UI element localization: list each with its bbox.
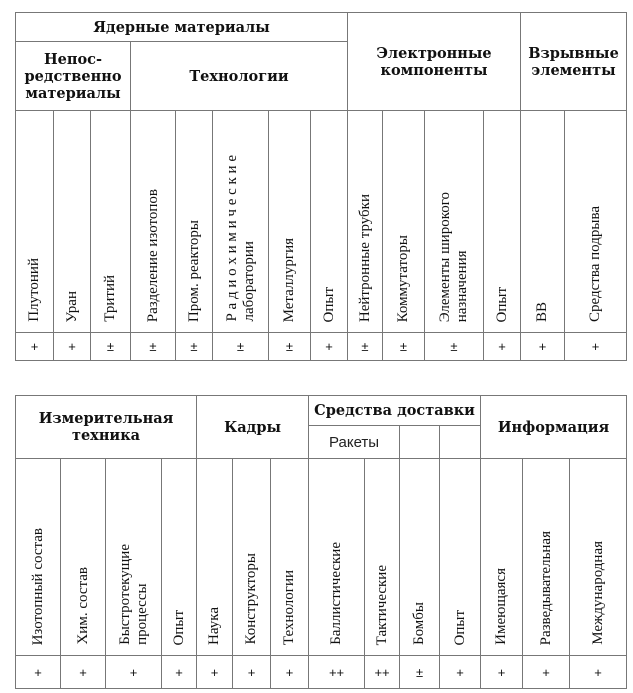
column-header xyxy=(565,111,627,333)
value-cell: ± xyxy=(91,333,131,361)
column-header xyxy=(271,459,309,656)
value-cell: + xyxy=(54,333,91,361)
label-row xyxy=(16,459,627,656)
value-cell: + xyxy=(162,656,197,689)
column-label-ballistic: Баллистические xyxy=(328,542,345,645)
column-label-uranium: Уран xyxy=(63,290,80,322)
column-label-radiochemical-labs: Р а д и о х и м и ч е с к и е лаборатории xyxy=(223,155,257,322)
value-cell: + xyxy=(570,656,627,689)
column-header xyxy=(484,111,521,333)
value-cell: + xyxy=(106,656,162,689)
column-header xyxy=(106,459,162,656)
value-row xyxy=(16,333,627,361)
column-label-experience: Опыт xyxy=(493,286,510,322)
group-explosive-elements: Взрывные элементы xyxy=(521,13,627,111)
group-direct-materials: Непос- редственно материалы xyxy=(16,42,131,111)
column-label-experience: Опыт xyxy=(320,286,337,322)
column-label-explosives: ВВ xyxy=(534,301,550,322)
bottom-requirements-table xyxy=(15,395,627,689)
column-header xyxy=(91,111,131,333)
column-header xyxy=(176,111,213,333)
value-cell: + xyxy=(311,333,348,361)
value-cell: + xyxy=(16,656,61,689)
empty-cell xyxy=(400,426,440,459)
column-label-tactical: Тактические xyxy=(373,564,390,645)
value-cell: + xyxy=(484,333,521,361)
column-header xyxy=(61,459,106,656)
group-measurement-equipment: Измерительная техника xyxy=(16,396,197,459)
label-row xyxy=(16,111,627,333)
value-cell: + xyxy=(481,656,523,689)
column-header xyxy=(481,459,523,656)
group-technologies: Технологии xyxy=(131,42,348,111)
column-label-international: Международная xyxy=(589,541,606,645)
column-header xyxy=(570,459,627,656)
value-cell: + xyxy=(233,656,271,689)
value-cell: ++ xyxy=(365,656,400,689)
column-header xyxy=(425,111,484,333)
column-header xyxy=(16,459,61,656)
value-cell: ++ xyxy=(309,656,365,689)
value-cell: ± xyxy=(213,333,269,361)
column-label-industrial-reactors: Пром. реакторы xyxy=(185,219,202,322)
subgroup-rockets: Ракеты xyxy=(309,426,400,459)
column-label-intelligence: Разведывательная xyxy=(537,530,554,645)
top-requirements-table xyxy=(15,12,627,361)
column-label-general-elements: Элементы широкого назначения xyxy=(437,191,470,322)
value-cell: + xyxy=(16,333,54,361)
value-cell: ± xyxy=(400,656,440,689)
column-label-detonators: Средства подрыва xyxy=(587,206,603,322)
column-label-neutron-tubes: Нейтронные трубки xyxy=(356,193,373,322)
value-cell: + xyxy=(440,656,481,689)
empty-cell xyxy=(440,426,481,459)
column-header xyxy=(400,459,440,656)
column-label-plutonium: Плутоний xyxy=(26,258,42,322)
column-label-metallurgy: Металлургия xyxy=(281,237,297,322)
value-cell: ± xyxy=(383,333,425,361)
column-header xyxy=(54,111,91,333)
value-cell: ± xyxy=(348,333,383,361)
column-header xyxy=(197,459,233,656)
value-cell: ± xyxy=(425,333,484,361)
column-label-isotopic-composition: Изотопный состав xyxy=(29,527,46,645)
value-cell: + xyxy=(523,656,570,689)
column-header xyxy=(311,111,348,333)
column-header xyxy=(233,459,271,656)
column-header xyxy=(16,111,54,333)
column-label-isotope-separation: Разделение изотопов xyxy=(144,188,161,322)
group-electronic-components: Электронные компоненты xyxy=(348,13,521,111)
column-header xyxy=(348,111,383,333)
column-header xyxy=(521,111,565,333)
column-header xyxy=(440,459,481,656)
value-row xyxy=(16,656,627,689)
column-header xyxy=(309,459,365,656)
value-cell: + xyxy=(197,656,233,689)
value-cell: + xyxy=(271,656,309,689)
column-label-fast-processes: Быстротекущие процессы xyxy=(116,544,150,645)
value-cell: ± xyxy=(176,333,213,361)
column-label-experience: Опыт xyxy=(170,609,187,645)
column-label-bombs: Бомбы xyxy=(411,601,428,645)
column-header xyxy=(523,459,570,656)
group-information: Информация xyxy=(481,396,627,459)
column-header xyxy=(383,111,425,333)
column-label-experience: Опыт xyxy=(451,609,468,645)
column-label-science: Наука xyxy=(206,607,223,645)
column-label-chemical-composition: Хим. состав xyxy=(74,567,91,645)
value-cell: + xyxy=(521,333,565,361)
value-cell: + xyxy=(565,333,627,361)
column-header xyxy=(131,111,176,333)
value-cell: ± xyxy=(269,333,311,361)
group-delivery-means: Средства доставки xyxy=(309,396,481,426)
column-header xyxy=(269,111,311,333)
column-label-switches: Коммутаторы xyxy=(395,234,411,322)
column-label-technologies: Технологии xyxy=(281,569,298,645)
group-nuclear-materials: Ядерные материалы xyxy=(16,13,348,42)
column-label-tritium: Тритий xyxy=(102,275,118,322)
value-cell: + xyxy=(61,656,106,689)
group-staff: Кадры xyxy=(197,396,309,459)
column-header xyxy=(162,459,197,656)
column-label-available: Имеющаяся xyxy=(493,568,510,645)
column-header xyxy=(365,459,400,656)
value-cell: ± xyxy=(131,333,176,361)
column-label-designers: Конструкторы xyxy=(243,553,260,645)
column-header xyxy=(213,111,269,333)
